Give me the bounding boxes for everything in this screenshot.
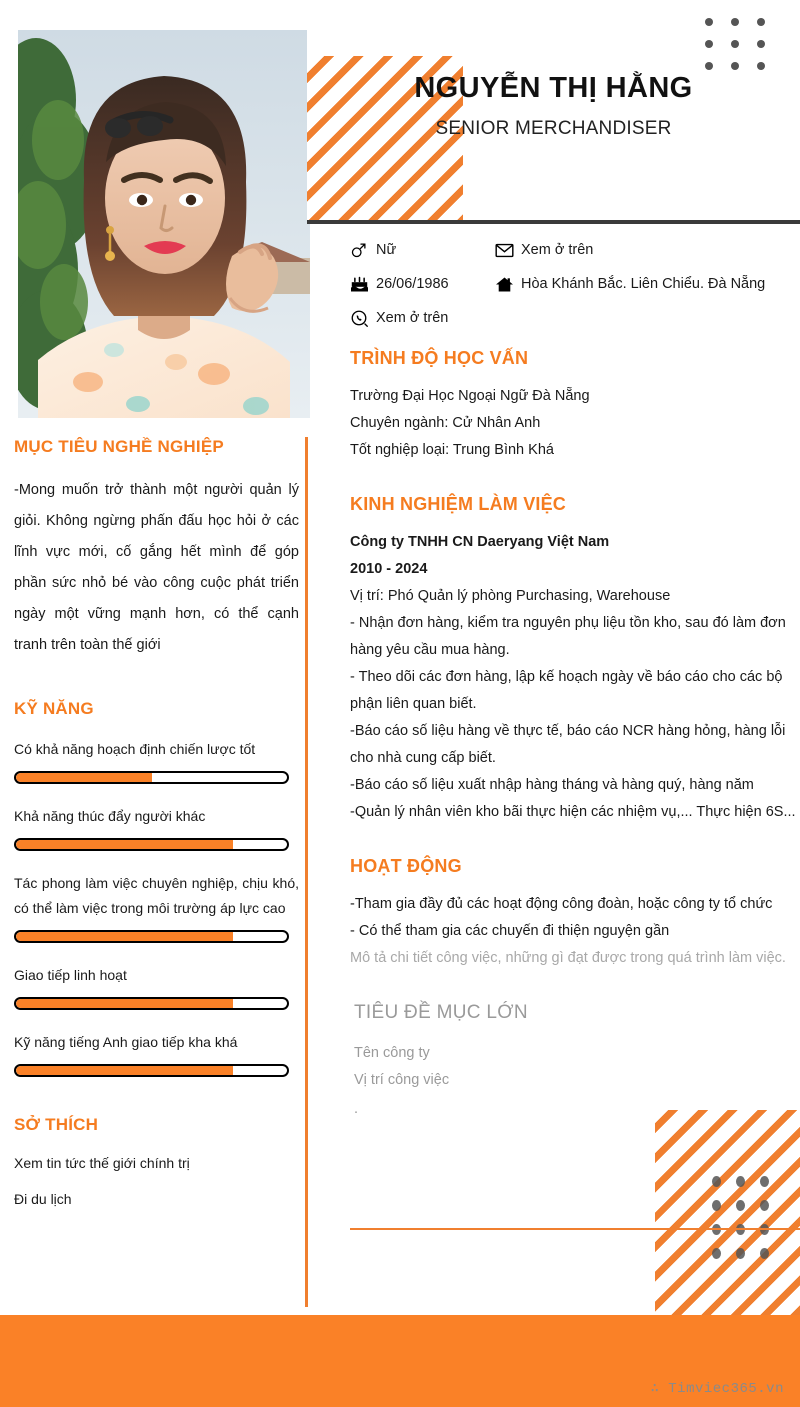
page-title: NGUYỄN THỊ HẰNG <box>414 72 693 104</box>
skill-progress-bar <box>14 838 289 851</box>
contact-phone-value[interactable]: Xem ở trên <box>376 310 449 326</box>
section-title-experience: KINH NGHIỆM LÀM VIỆC <box>350 494 567 514</box>
skill-label: Khả năng thúc đẩy người khác <box>14 808 206 824</box>
left-sidebar <box>14 437 299 1247</box>
section-title-education: TRÌNH ĐỘ HỌC VẤN <box>350 348 529 368</box>
mars-gender-icon <box>350 242 376 259</box>
skill-progress-bar <box>14 1064 289 1077</box>
section-title-objective: MỤC TIÊU NGHỀ NGHIỆP <box>14 437 224 456</box>
section-career-objective <box>14 437 299 661</box>
section-title-skills: KỸ NĂNG <box>14 699 94 718</box>
contact-address <box>495 274 765 294</box>
column-divider <box>305 437 308 1307</box>
education-line: Chuyên ngành: Cử Nhân Anh <box>350 415 541 431</box>
home-icon <box>495 276 521 293</box>
skill-item <box>14 871 299 943</box>
contact-phone <box>350 308 495 328</box>
job-title: SENIOR MERCHANDISER <box>435 118 672 139</box>
contact-email-value[interactable]: Xem ở trên <box>521 242 594 258</box>
activity-line: - Có thể tham gia các chuyến đi thiện nguyện gần <box>350 923 670 939</box>
birthday-cake-icon <box>350 276 376 293</box>
section-hobbies <box>14 1115 299 1209</box>
skill-item <box>14 804 299 851</box>
contact-address-value: Hòa Khánh Bắc. Liên Chiểu. Đà Nẵng <box>521 276 766 292</box>
profile-photo <box>18 30 310 418</box>
contact-row <box>350 240 800 260</box>
skill-progress-bar <box>14 930 289 943</box>
education-line: Trường Đại Học Ngoại Ngữ Đà Nẵng <box>350 388 590 404</box>
skill-progress-fill <box>16 840 233 849</box>
dot-grid-decoration-bottom <box>712 1176 784 1272</box>
contact-birthday <box>350 274 495 294</box>
skill-progress-bar <box>14 771 289 784</box>
dot-grid-decoration-top <box>705 18 783 84</box>
section-placeholder <box>350 1002 800 1118</box>
header-divider-rule <box>307 220 800 224</box>
phone-circle-icon <box>350 309 376 327</box>
experience-line: -Báo cáo số liệu xuất nhập hàng tháng và hàng quý, hàng năm <box>350 777 754 793</box>
contact-info <box>350 240 800 348</box>
skill-item <box>14 963 299 1010</box>
section-activities <box>350 856 800 972</box>
section-experience <box>350 494 800 826</box>
contact-row <box>350 274 800 294</box>
envelope-icon <box>495 242 521 259</box>
placeholder-bullet: . <box>354 1101 359 1117</box>
skill-progress-fill <box>16 1066 233 1075</box>
section-title-hobbies: SỞ THÍCH <box>14 1115 99 1134</box>
placeholder-title: TIÊU ĐỀ MỤC LỚN <box>354 1002 528 1023</box>
experience-line: -Quản lý nhân viên kho bãi thực hiện các nhiệm vụ,... Thực hiện 6S... <box>350 804 796 820</box>
skill-item <box>14 737 299 784</box>
hobby-item: Đi du lịch <box>14 1191 72 1207</box>
skill-progress-fill <box>16 773 152 782</box>
experience-period: 2010 - 2024 <box>350 561 428 577</box>
activity-placeholder-text: Mô tả chi tiết công việc, những gì đạt được trong quá trình làm việc. <box>350 950 786 966</box>
experience-line: Vị trí: Phó Quản lý phòng Purchasing, Warehouse <box>350 588 671 604</box>
watermark: ∴ Timviec365.vn <box>650 1381 784 1397</box>
contact-row <box>350 308 800 328</box>
experience-company: Công ty TNHH CN Daeryang Việt Nam <box>350 534 610 550</box>
skill-progress-fill <box>16 932 233 941</box>
activity-line: -Tham gia đầy đủ các hoạt động công đoàn, hoặc công ty tổ chức <box>350 896 773 912</box>
contact-birthday-value: 26/06/1986 <box>376 276 449 292</box>
footer-band <box>0 1315 800 1407</box>
contact-gender-value: Nữ <box>376 242 397 258</box>
section-skills <box>14 699 299 1077</box>
experience-line: - Nhận đơn hàng, kiểm tra nguyên phụ liệu tồn kho, sau đó làm đơn hàng yêu cầu mua hàng. <box>350 615 786 658</box>
skill-progress-bar <box>14 997 289 1010</box>
hobby-item: Xem tin tức thế giới chính trị <box>14 1155 190 1171</box>
skill-item <box>14 1030 299 1077</box>
placeholder-divider-rule <box>350 1228 800 1230</box>
placeholder-company: Tên công ty <box>354 1045 430 1061</box>
skill-progress-fill <box>16 999 233 1008</box>
section-title-activities: HOẠT ĐỘNG <box>350 856 462 876</box>
experience-line: -Báo cáo số liệu hàng về thực tế, báo cáo NCR hàng hỏng, hàng lỗi cho nhà cung cấp biết. <box>350 723 786 766</box>
skill-label: Kỹ năng tiếng Anh giao tiếp kha khá <box>14 1034 238 1050</box>
education-line: Tốt nghiệp loại: Trung Bình Khá <box>350 442 554 458</box>
skill-label: Có khả năng hoạch định chiến lược tốt <box>14 741 256 757</box>
contact-email <box>495 240 593 260</box>
experience-line: - Theo dõi các đơn hàng, lập kế hoạch ngày về báo cáo cho các bộ phận liên quan biết. <box>350 669 783 712</box>
section-education <box>350 348 800 464</box>
right-content <box>350 240 800 1118</box>
objective-text: -Mong muốn trở thành một người quản lý giỏi. Không ngừng phấn đấu học hỏi ở các lĩnh vực mới, cố gắng hết mình để góp phần sức nhỏ bé vào công cuộc phát triển ngày một vững mạnh hơn, có thể cạnh tranh trên toàn thế giới <box>14 482 299 653</box>
profile-photo-image <box>18 30 310 418</box>
placeholder-position: Vị trí công việc <box>354 1072 450 1088</box>
skill-label: Tác phong làm việc chuyên nghiệp, chịu khó, có thể làm việc trong môi trường áp lực cao <box>14 875 299 916</box>
contact-gender <box>350 240 495 260</box>
skill-label: Giao tiếp linh hoạt <box>14 967 127 983</box>
